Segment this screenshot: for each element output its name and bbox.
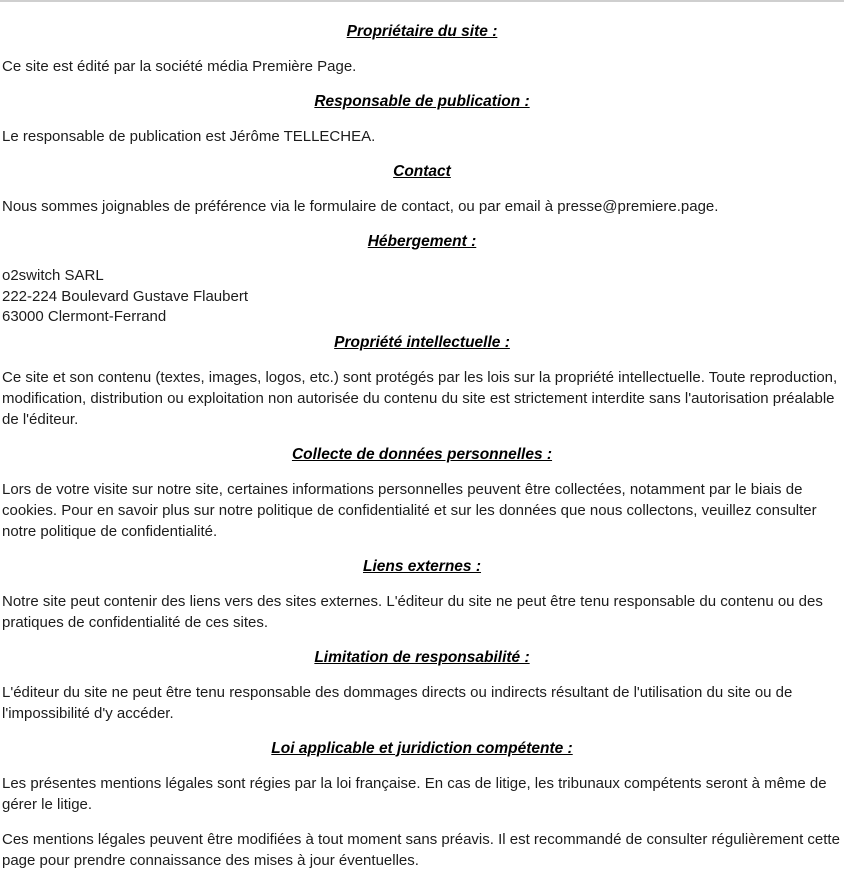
section-6 [2,444,842,542]
paragraph [2,773,842,815]
text-line: Ces mentions légales peuvent être modifiées à tout moment sans préavis. Il est recommandé de consulter régulièrement cette page pour prendre connaissance des mises à jour éventuelles. [2,830,840,869]
paragraph [2,126,842,147]
section-heading: Responsable de publication : [314,93,530,110]
section-4 [2,231,842,328]
text-line: 63000 Clermont-Ferrand [2,308,167,325]
text-line: Les présentes mentions légales sont régies par la loi française. En cas de litige, les tribunaux compétents seront à même de gérer le litige. [2,774,827,813]
text-line: Le responsable de publication est Jérôme TELLECHEA. [2,128,376,145]
paragraph [2,56,842,77]
text-line: L'éditeur du site ne peut être tenu responsable des dommages directs ou indirects résultant de l'utilisation du site ou de l'impossibilité d'y accéder. [2,683,793,722]
section-heading: Limitation de responsabilité : [314,648,530,666]
section-heading: Hébergement : [367,233,477,250]
section-5 [2,332,842,430]
section-7 [2,556,842,633]
text-line: Lors de votre visite sur notre site, certaines informations personnelles peuvent être collectées, notamment par le biais de cookies. Pour en savoir plus sur notre politique de confidentialité et sur les données que nous collectons, veuillez consulter notre politique de confidentialité. [2,480,817,540]
paragraph [2,479,842,542]
section-9 [2,738,842,871]
paragraph [2,829,842,871]
text-line: o2switch SARL [2,267,104,284]
section-heading: Propriétaire du site : [346,23,498,40]
section-3 [2,161,842,217]
section-heading: Contact [393,163,451,180]
paragraph [2,196,842,217]
text-line: Notre site peut contenir des liens vers des sites externes. L'éditeur du site ne peut être tenu responsable du contenu ou des pratiques de confidentialité de ces sites. [2,592,823,631]
paragraph [2,591,842,633]
section-8 [2,647,842,724]
paragraph [2,682,842,724]
paragraph [2,367,842,430]
section-2 [2,91,842,147]
section-1 [2,21,842,77]
section-heading: Liens externes : [362,557,482,575]
paragraph [2,266,842,328]
section-heading: Propriété intellectuelle : [334,333,510,351]
section-heading: Collecte de données personnelles : [291,445,553,463]
text-line: 222-224 Boulevard Gustave Flaubert [2,287,248,305]
text-line: Ce site et son contenu (textes, images, logos, etc.) sont protégés par les lois sur la propriété intellectuelle. Toute reproduction, modification, distribution ou exploitation non autorisée du contenu du site est strictement interdite sans l'autorisation préalable de l'éditeur. [2,368,838,428]
section-heading: Loi applicable et juridiction compétente : [271,739,573,757]
legal-notice-page [0,2,844,895]
text-line: Ce site est édité par la société média Première Page. [2,58,357,75]
text-line: Nous sommes joignables de préférence via le formulaire de contact, ou par email à presse@premiere.page. [2,198,719,215]
